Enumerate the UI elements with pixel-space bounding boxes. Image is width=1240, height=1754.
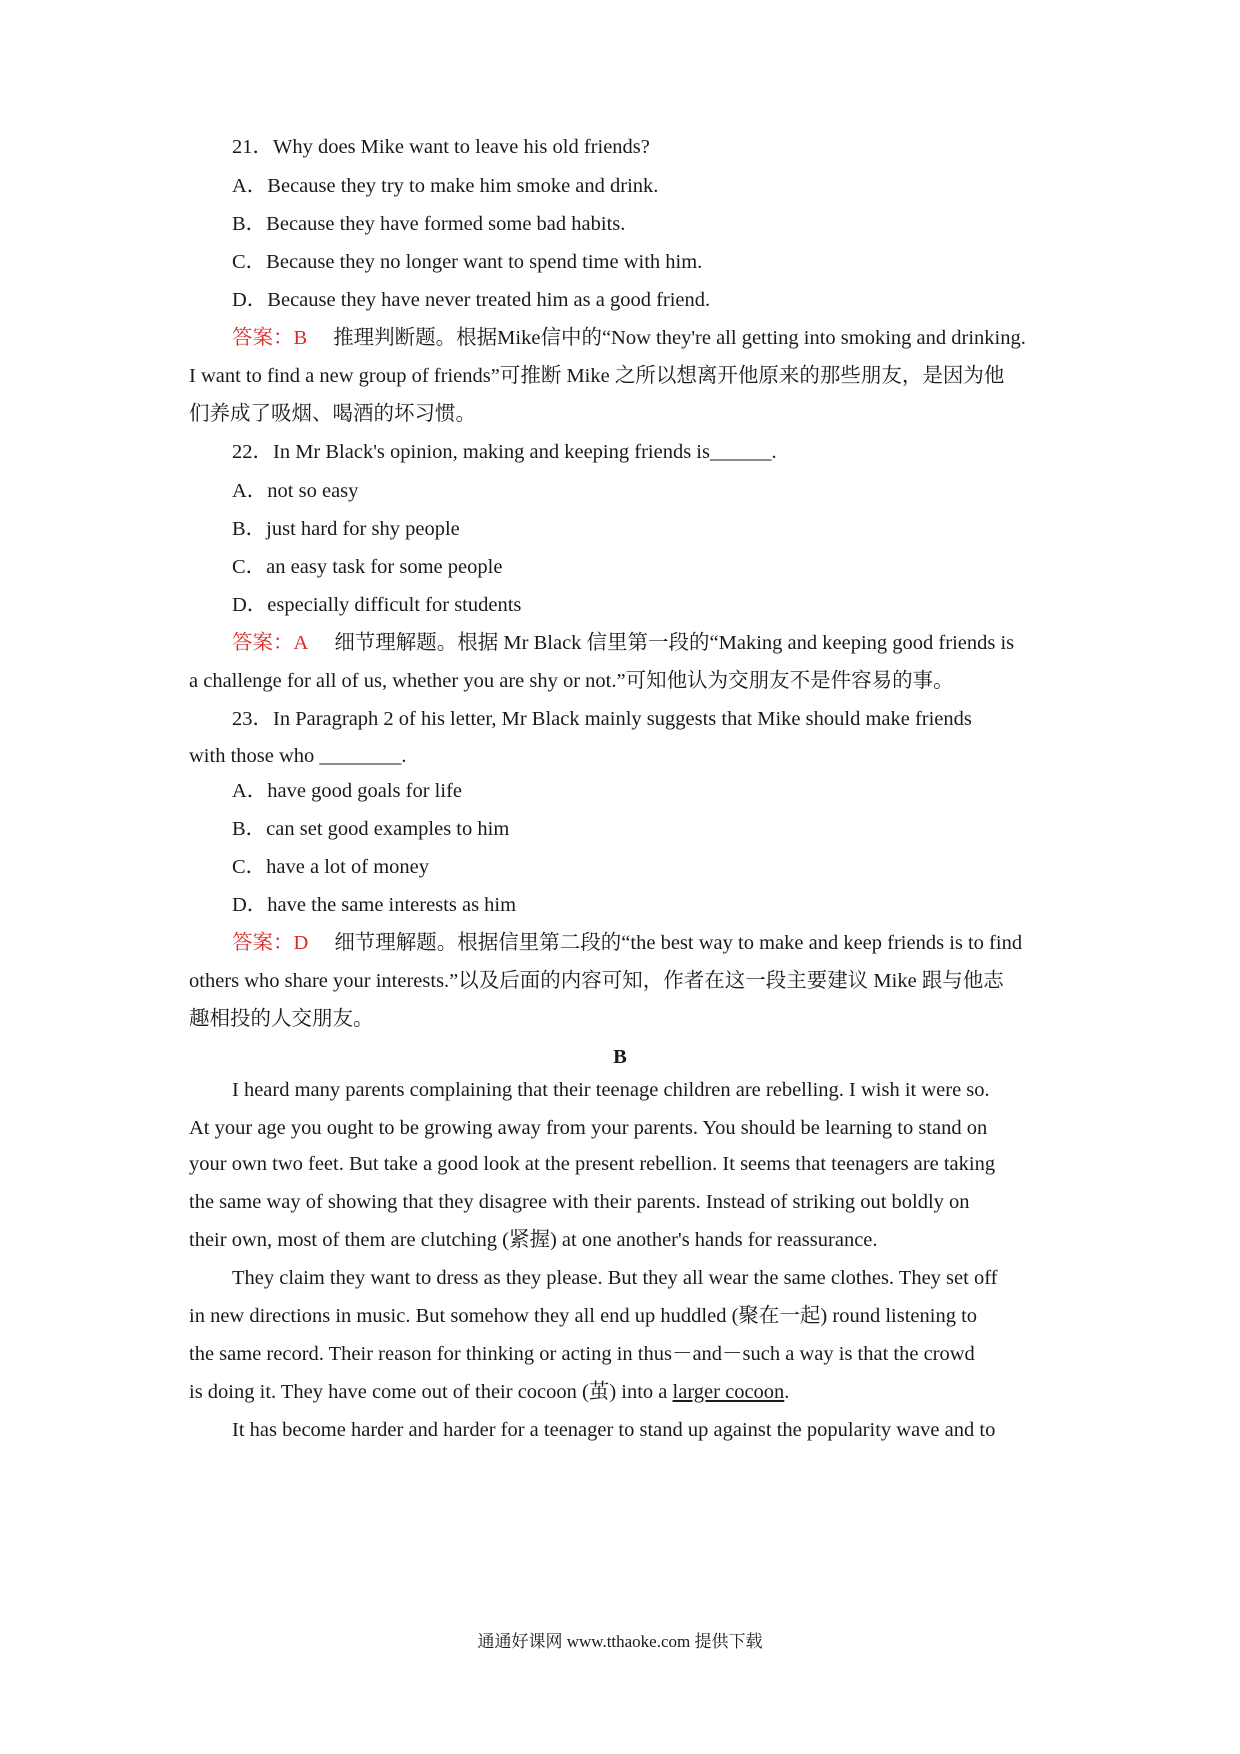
question-23-option-b: B．can set good examples to him: [232, 818, 510, 840]
question-23-explanation-line: 趣相投的人交朋友。: [189, 1008, 374, 1030]
question-23-explanation-line: others who share your interests.”以及后面的内容可知，作者在这一段主要建议 Mike 跟与他志: [189, 970, 1004, 992]
passage-line: the same record. Their reason for thinking or acting in thus－and－such a way is that the crowd: [189, 1343, 975, 1365]
question-22-option-b: B．just hard for shy people: [232, 518, 460, 540]
answer-explanation: 细节理解题。根据信里第二段的“the best way to make and keep friends is to find: [334, 932, 1023, 954]
question-23-answer: [232, 929, 1022, 957]
answer-label: 答案：B: [232, 327, 308, 349]
question-23-option-d: D．have the same interests as him: [232, 894, 517, 916]
question-22-answer: [232, 629, 1014, 657]
passage-line: I heard many parents complaining that their teenage children are rebelling. I wish it were so.: [232, 1079, 990, 1101]
passage-line: At your age you ought to be growing away from your parents. You should be learning to stand on: [189, 1117, 988, 1139]
question-21-option-d: D．Because they have never treated him as a good friend.: [232, 289, 711, 311]
question-22-stem: 22．In Mr Black's opinion, making and keeping friends is______.: [232, 441, 777, 463]
passage-line: their own, most of them are clutching (紧握) at one another's hands for reassurance.: [189, 1229, 878, 1251]
question-23-option-a: A．have good goals for life: [232, 780, 462, 802]
answer-label: 答案：D: [232, 932, 309, 954]
question-23-stem: 23．In Paragraph 2 of his letter, Mr Black mainly suggests that Mike should make friends: [232, 708, 972, 730]
passage-line: They claim they want to dress as they please. But they all wear the same clothes. They set off: [232, 1267, 998, 1289]
question-23-option-c: C．have a lot of money: [232, 856, 429, 878]
passage-text: is doing it. They have come out of their cocoon (茧) into a: [189, 1381, 673, 1403]
question-22-option-a: A．not so easy: [232, 480, 359, 502]
answer-label: 答案：A: [232, 632, 309, 654]
question-22-option-d: D．especially difficult for students: [232, 594, 522, 616]
question-21-stem: 21．Why does Mike want to leave his old friends?: [232, 136, 650, 158]
question-21-option-b: B．Because they have formed some bad habits.: [232, 213, 626, 235]
answer-explanation: 细节理解题。根据 Mr Black 信里第一段的“Making and keeping good friends is: [334, 632, 1015, 654]
page-footer: 通通好课网 www.tthaoke.com 提供下载: [477, 1632, 763, 1651]
passage-line: your own two feet. But take a good look at the present rebellion. It seems that teenagers are taking: [189, 1153, 996, 1175]
passage-line: the same way of showing that they disagree with their parents. Instead of striking out boldly on: [189, 1191, 970, 1213]
question-21-explanation-line: I want to find a new group of friends”可推断 Mike 之所以想离开他原来的那些朋友，是因为他: [189, 365, 1005, 387]
question-23-stem-continued: with those who ________.: [189, 745, 407, 767]
question-22-option-c: C．an easy task for some people: [232, 556, 503, 578]
section-b-heading: B: [613, 1046, 627, 1068]
passage-text: .: [784, 1381, 790, 1403]
answer-explanation: 推理判断题。根据Mike信中的“Now they're all getting into smoking and drinking.: [333, 327, 1026, 349]
question-21-option-c: C．Because they no longer want to spend time with him.: [232, 251, 703, 273]
question-21-answer: [232, 324, 1026, 352]
question-22-explanation-line: a challenge for all of us, whether you are shy or not.”可知他认为交朋友不是件容易的事。: [189, 670, 954, 692]
passage-line: in new directions in music. But somehow they all end up huddled (聚在一起) round listening to: [189, 1305, 978, 1327]
passage-line: It has become harder and harder for a teenager to stand up against the popularity wave and to: [232, 1419, 996, 1441]
question-21-explanation-line: 们养成了吸烟、喝酒的坏习惯。: [189, 403, 476, 425]
underlined-phrase: larger cocoon: [672, 1381, 785, 1403]
passage-line: [189, 1378, 789, 1406]
question-21-option-a: A．Because they try to make him smoke and drink.: [232, 175, 659, 197]
